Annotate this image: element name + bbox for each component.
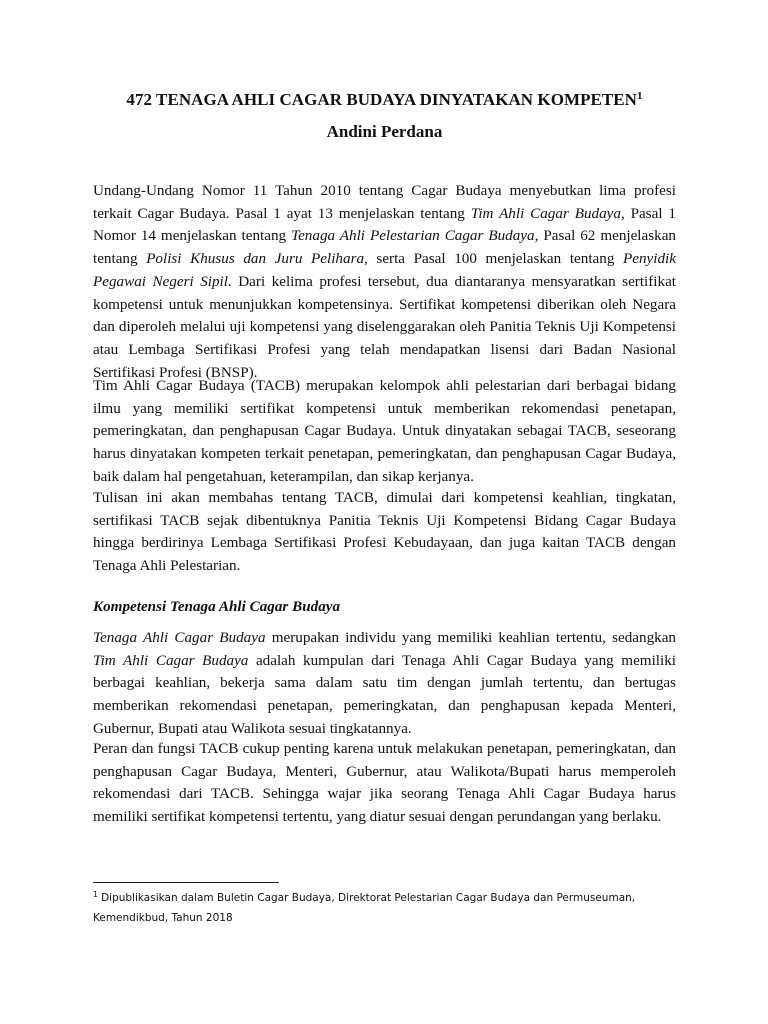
- document-title-text: 472 TENAGA AHLI CAGAR BUDAYA DINYATAKAN KOMPETEN: [126, 90, 638, 109]
- paragraph-1-italic-4: Penyidik Pegawai Negeri Sipil.: [93, 250, 676, 290]
- document-title: [93, 89, 676, 111]
- paragraph-5: Peran dan fungsi TACB cukup penting karena untuk melakukan penetapan, pemeringkatan, dan penghapusan Cagar Budaya, Menteri, Gubernur, atau Walikota/Bupati harus memperoleh rekomendasi dari TACB. Sehingga wajar jika seorang Tenaga Ahli Cagar Budaya harus memiliki sertifikat kompetensi tertentu, yang diatur sesuai dengan perundangan yang berlaku.: [93, 740, 676, 826]
- footnote: [93, 888, 676, 928]
- document-author: Andini Perdana: [326, 122, 443, 141]
- paragraph-4: [93, 627, 676, 741]
- paragraph-4-text-2: adalah kumpulan dari Tenaga Ahli Cagar Budaya yang memiliki berbagai keahlian, bekerja sama dalam satu tim dengan jumlah tertentu, dan bertugas memberikan rekomendasi penetapan, pemeringkatan, dan penghapusan kepada Menteri, Gubernur, Bupati atau Walikota sesuai tingkatannya.: [93, 651, 676, 737]
- paragraph-1-text-4: , serta Pasal 100 menjelaskan tentang: [364, 250, 624, 268]
- footnote-mark: 1: [93, 890, 99, 899]
- document-page: [93, 0, 676, 1024]
- footnote-separator: [93, 882, 279, 883]
- section-heading: Kompetensi Tenaga Ahli Cagar Budaya: [93, 598, 341, 615]
- paragraph-4-italic-1: Tenaga Ahli Cagar Budaya: [93, 629, 266, 646]
- paragraph-4-italic-2: Tim Ahli Cagar Budaya: [93, 651, 249, 669]
- title-footnote-mark[interactable]: 1: [637, 90, 643, 102]
- paragraph-4-text-1: merupakan individu yang memiliki keahlian tertentu, sedangkan: [265, 629, 677, 646]
- paragraph-1-italic-2: Tenaga Ahli Pelestarian Cagar Budaya: [291, 227, 535, 245]
- paragraph-1-text-5: Dari kelima profesi tersebut, dua diantaranya mensyaratkan sertifikat kompetensi untuk menunjukkan kompetensinya. Sertifikat kompetensi diberikan oleh Negara dan diperoleh melalui uji kompetensi yang diselenggarakan oleh Panitia Teknis Uji Kompetensi atau Lembaga Sertifikasi Profesi yang telah mendapatkan lisensi dari Badan Nasional Sertifikasi Profesi (BNSP).: [93, 272, 676, 381]
- paragraph-1-text-3: , Pasal 62 menjelaskan tentang: [93, 227, 676, 268]
- paragraph-2: Tim Ahli Cagar Budaya (TACB) merupakan kelompok ahli pelestarian dari berbagai bidang ilmu yang memiliki sertifikat kompetensi untuk memberikan rekomendasi penetapan, pemeringkatan, dan penghapusan Cagar Budaya. Untuk dinyatakan sebagai TACB, seseorang harus dinyatakan kompeten terkait penetapan, pemeringkatan, dan penghapusan Cagar Budaya, baik dalam hal pengetahuan, keterampilan, dan sikap kerjanya.: [93, 377, 676, 485]
- paragraph-1-text-1: Undang-Undang Nomor 11 Tahun 2010 tentang Cagar Budaya menyebutkan lima profesi terkait Cagar Budaya. Pasal 1 ayat 13 menjelaskan tentang: [93, 182, 676, 222]
- paragraph-1-italic-1: Tim Ahli Cagar Budaya: [470, 204, 621, 222]
- paragraph-1-text-2: , Pasal 1 Nomor 14 menjelaskan tentang: [93, 204, 676, 245]
- paragraph-1: [93, 180, 676, 384]
- paragraph-3: Tulisan ini akan membahas tentang TACB, dimulai dari kompetensi keahlian, tingkatan, sertifikasi TACB sejak dibentuknya Panitia Teknis Uji Kompetensi Bidang Cagar Budaya hingga berdirinya Lembaga Sertifikasi Profesi Kebudayaan, dan juga kaitan TACB dengan Tenaga Ahli Pelestarian.: [93, 489, 676, 575]
- footnote-text: Dipublikasikan dalam Buletin Cagar Budaya, Direktorat Pelestarian Cagar Budaya dan Permuseuman, Kemendikbud, Tahun 2018: [93, 892, 636, 924]
- paragraph-1-italic-3: Polisi Khusus dan Juru Pelihara: [146, 250, 365, 268]
